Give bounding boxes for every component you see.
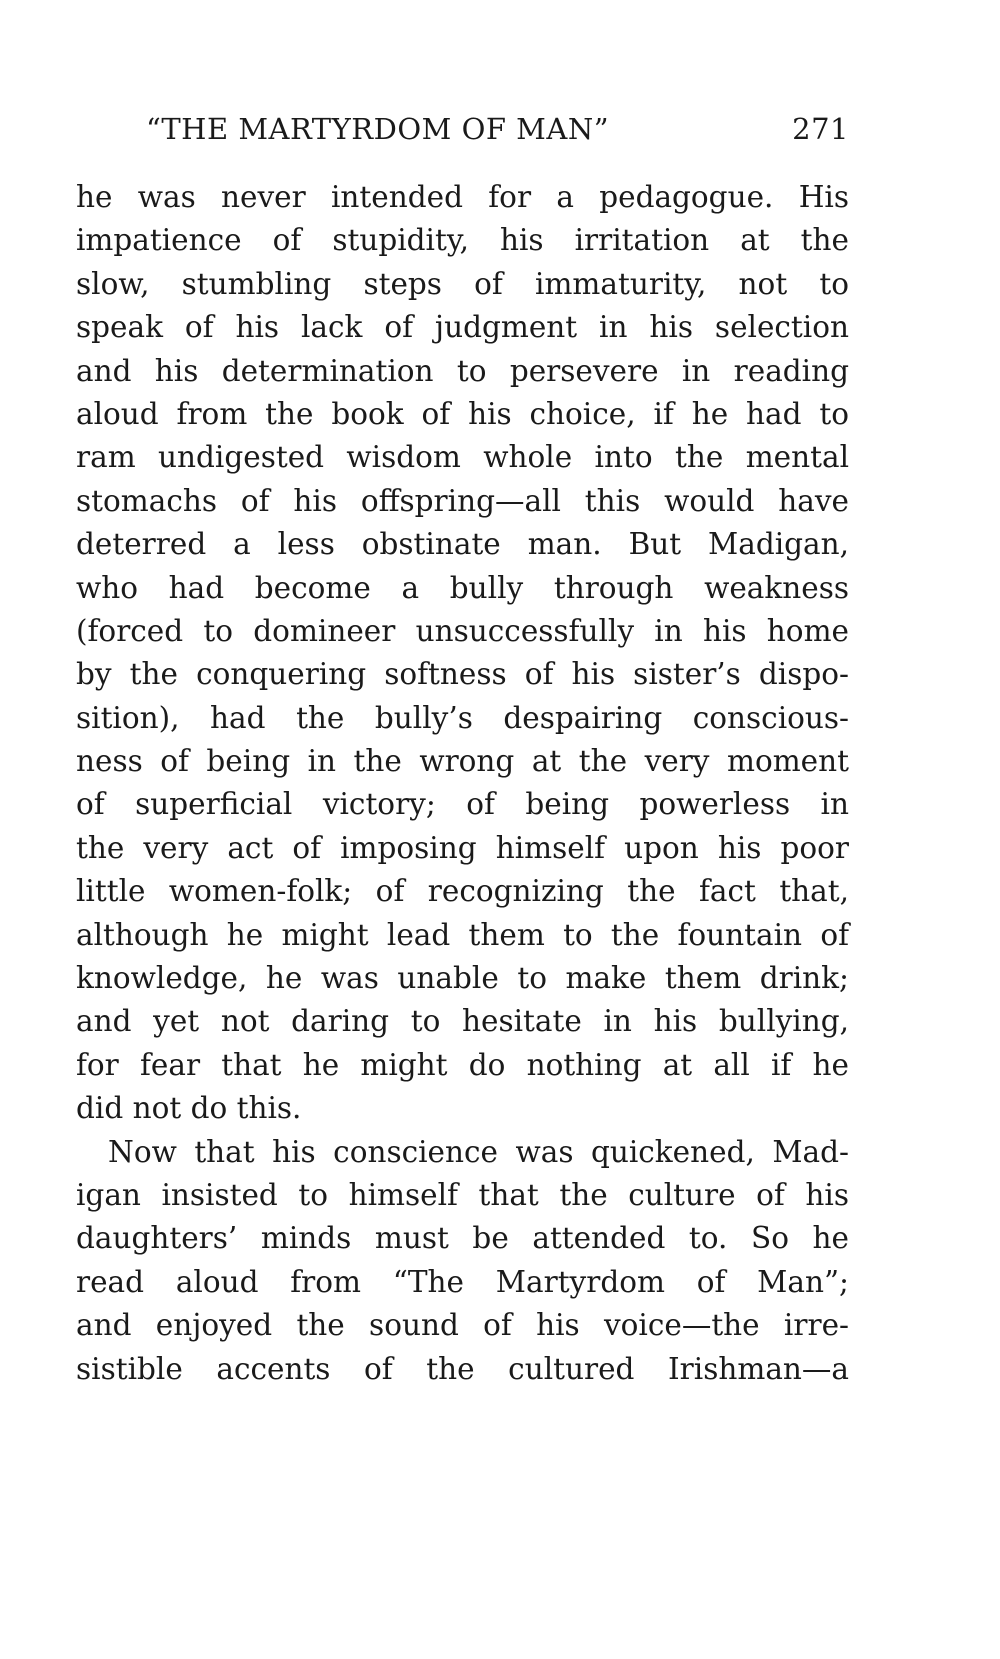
text-line: Now that his conscience was quickened, Mad- [108, 1134, 849, 1169]
text-line: stomachs of his offspring—all this would have [76, 483, 849, 518]
text-line: deterred a less obstinate man. But Madigan, [76, 527, 849, 562]
text-line: by the conquering softness of his sister’s dispo- [76, 657, 849, 692]
text-line: speak of his lack of judgment in his selection [76, 310, 849, 345]
running-title: “THE MARTYRDOM OF MAN” [146, 112, 610, 146]
text-line: who had become a bully through weakness [76, 570, 849, 605]
text-line: read aloud from “The Martyrdom of Man”; [76, 1264, 849, 1299]
text-line: and enjoyed the sound of his voice—the irre- [76, 1308, 849, 1343]
text-line: little women-folk; of recognizing the fact that, [76, 874, 849, 909]
text-line: knowledge, he was unable to make them drink; [76, 961, 849, 996]
text-line: daughters’ minds must be attended to. So he [76, 1221, 849, 1256]
book-page [76, 0, 849, 1659]
text-line: (forced to domineer unsuccessfully in his home [76, 613, 849, 648]
text-line: ness of being in the wrong at the very moment [76, 744, 849, 779]
page-number: 271 [792, 112, 849, 146]
text-line: and his determination to persevere in reading [76, 353, 849, 388]
text-line: slow, stumbling steps of immaturity, not to [76, 266, 849, 301]
text-line: impatience of stupidity, his irritation at the [76, 223, 849, 258]
text-line: for fear that he might do nothing at all if he [76, 1047, 849, 1082]
text-line: of superficial victory; of being powerless in [76, 787, 849, 822]
running-head [76, 112, 849, 152]
text-line: although he might lead them to the fountain of [76, 917, 849, 952]
text-line: the very act of imposing himself upon his poor [76, 830, 849, 865]
text-line: sition), had the bully’s despairing conscious- [76, 700, 849, 735]
text-line: did not do this. [76, 1091, 302, 1126]
paragraph-2 [76, 1131, 849, 1391]
text-line: and yet not daring to hesitate in his bullying, [76, 1004, 849, 1039]
text-line: sistible accents of the cultured Irishman—a [76, 1351, 849, 1386]
text-line: ram undigested wisdom whole into the mental [76, 440, 849, 475]
paragraph-1 [76, 176, 849, 1131]
body-text [76, 176, 849, 1391]
text-line: he was never intended for a pedagogue. His [76, 180, 849, 214]
text-line: igan insisted to himself that the culture of his [76, 1177, 849, 1212]
text-line: aloud from the book of his choice, if he had to [76, 396, 849, 431]
